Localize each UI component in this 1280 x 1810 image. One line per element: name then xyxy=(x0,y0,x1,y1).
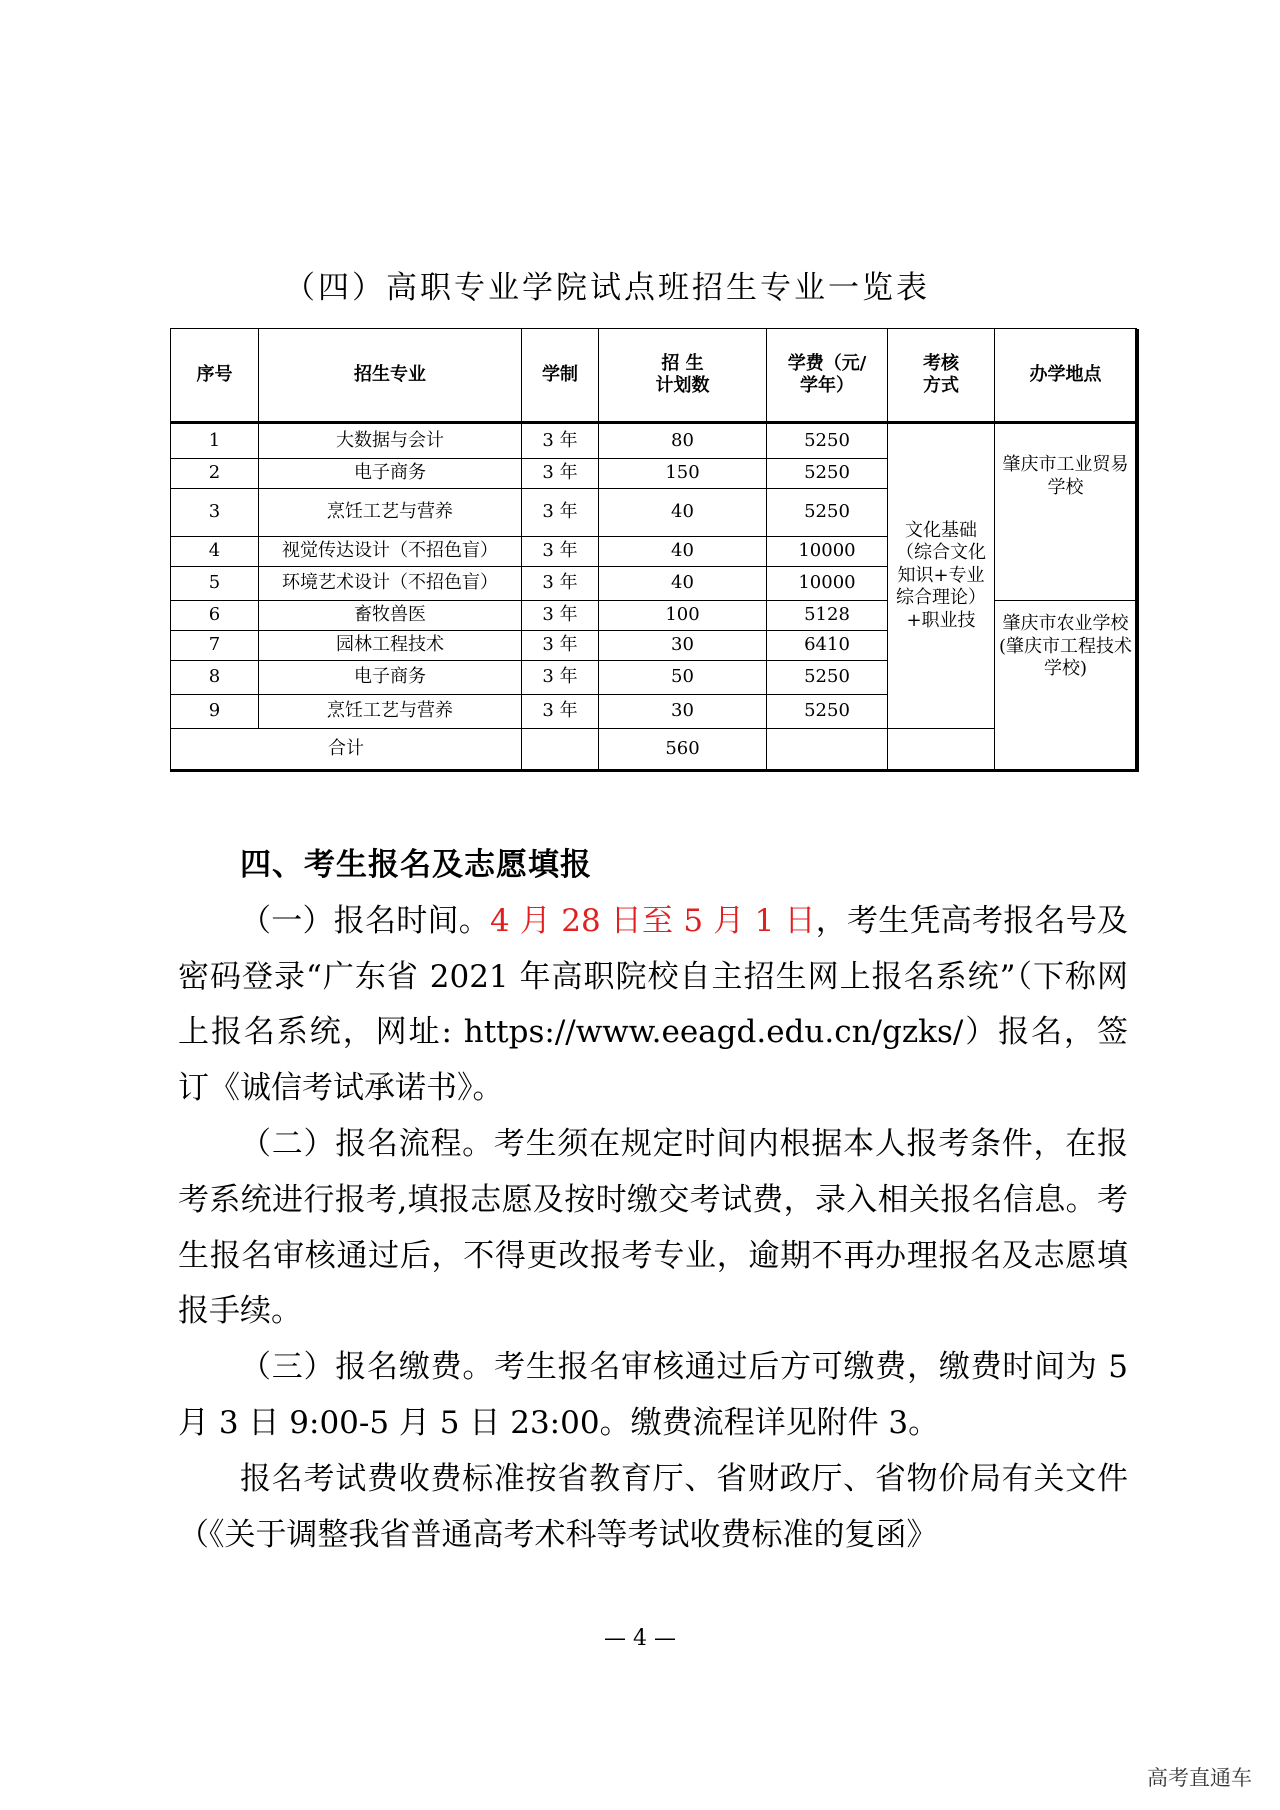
paragraph-fee-standard: 报名考试费收费标准按省教育厅、省财政厅、省物价局有关文件（《关于调整我省普通高考术科等考试收费标准的复函》 xyxy=(178,1460,1128,1553)
total-method-empty xyxy=(888,729,995,771)
registration-dates: 4 月 28 日至 5 月 1 日 xyxy=(490,902,816,939)
cell-fee: 5250 xyxy=(767,459,888,489)
cell-fee: 10000 xyxy=(767,567,888,601)
cell-no: 6 xyxy=(171,601,259,631)
cell-plan: 150 xyxy=(599,459,767,489)
site-cell-1: 肇庆市工业贸易学校 xyxy=(995,423,1137,601)
cell-duration: 3 年 xyxy=(522,423,599,459)
header-fee-line2: 学年） xyxy=(800,375,854,396)
cell-major: 园林工程技术 xyxy=(259,631,522,661)
assessment-method-cell: 文化基础（综合文化知识+专业综合理论）+职业技 xyxy=(888,423,995,729)
cell-duration: 3 年 xyxy=(522,459,599,489)
cell-plan: 80 xyxy=(599,423,767,459)
cell-duration: 3 年 xyxy=(522,601,599,631)
paragraph-registration-time xyxy=(178,894,1128,1117)
cell-major: 视觉传达设计（不招色盲） xyxy=(259,537,522,567)
cell-major: 畜牧兽医 xyxy=(259,601,522,631)
cell-no: 9 xyxy=(171,695,259,729)
cell-plan: 40 xyxy=(599,567,767,601)
cell-major: 电子商务 xyxy=(259,459,522,489)
header-method xyxy=(888,329,995,423)
body-text xyxy=(178,838,1128,1563)
cell-major: 大数据与会计 xyxy=(259,423,522,459)
cell-duration: 3 年 xyxy=(522,631,599,661)
table-header-row xyxy=(171,329,1137,423)
header-duration: 学制 xyxy=(522,329,599,423)
enrollment-table xyxy=(170,328,1139,772)
cell-plan: 50 xyxy=(599,661,767,695)
cell-no: 7 xyxy=(171,631,259,661)
cell-duration: 3 年 xyxy=(522,489,599,537)
cell-no: 1 xyxy=(171,423,259,459)
header-fee xyxy=(767,329,888,423)
cell-no: 3 xyxy=(171,489,259,537)
total-plan: 560 xyxy=(599,729,767,771)
cell-plan: 30 xyxy=(599,631,767,661)
cell-fee: 5250 xyxy=(767,423,888,459)
watermark: 高考直通车 xyxy=(1147,1766,1252,1790)
cell-fee: 6410 xyxy=(767,631,888,661)
cell-duration: 3 年 xyxy=(522,537,599,567)
cell-major: 环境艺术设计（不招色盲） xyxy=(259,567,522,601)
cell-fee: 5250 xyxy=(767,489,888,537)
paragraph-registration-fee: （三）报名缴费。考生报名审核通过后方可缴费，缴费时间为 5 月 3 日 9:00-5 月 5 日 23:00。缴费流程详见附件 3。 xyxy=(178,1349,1128,1441)
cell-fee: 10000 xyxy=(767,537,888,567)
cell-no: 8 xyxy=(171,661,259,695)
header-plan xyxy=(599,329,767,423)
cell-major: 烹饪工艺与营养 xyxy=(259,695,522,729)
cell-no: 5 xyxy=(171,567,259,601)
total-fee-empty xyxy=(767,729,888,771)
table-title: （四）高职专业学院试点班招生专业一览表 xyxy=(284,270,930,306)
cell-duration: 3 年 xyxy=(522,695,599,729)
section-heading: 四、考生报名及志愿填报 xyxy=(240,847,592,883)
cell-no: 4 xyxy=(171,537,259,567)
cell-major: 电子商务 xyxy=(259,661,522,695)
paragraph-registration-process: （二）报名流程。考生须在规定时间内根据本人报考条件，在报考系统进行报考,填报志愿及按时缴交考试费，录入相关报名信息。考生报名审核通过后，不得更改报考专业，逾期不再办理报名及志愿填报手续。 xyxy=(178,1125,1128,1330)
cell-fee: 5250 xyxy=(767,661,888,695)
cell-plan: 40 xyxy=(599,537,767,567)
total-label: 合计 xyxy=(171,729,522,771)
cell-plan: 40 xyxy=(599,489,767,537)
cell-plan: 100 xyxy=(599,601,767,631)
para1-rest: ，考生凭高考报名号及密码登录“广东省 2021 年高职院校自主招生网上报名系统”（下称网上报名系统，网址: https://www.eeagd.edu.cn/gzks/）报名，签订《诚信考试承诺书》。 xyxy=(178,902,1129,1107)
header-method-line2: 方式 xyxy=(923,375,959,396)
cell-no: 2 xyxy=(171,459,259,489)
header-plan-line1: 招 生 xyxy=(661,352,704,374)
para1-prefix: （一）报名时间。 xyxy=(240,902,491,939)
cell-major: 烹饪工艺与营养 xyxy=(259,489,522,537)
cell-fee: 5128 xyxy=(767,601,888,631)
total-duration-empty xyxy=(522,729,599,771)
header-major: 招生专业 xyxy=(259,329,522,423)
table-total-row xyxy=(171,729,1137,771)
header-no: 序号 xyxy=(171,329,259,423)
header-plan-line2: 计划数 xyxy=(655,375,710,396)
site-cell-2: 肇庆市农业学校(肇庆市工程技术学校) xyxy=(995,601,1137,771)
cell-plan: 30 xyxy=(599,695,767,729)
header-method-line1: 考核 xyxy=(923,352,959,374)
header-fee-line1: 学费（元/ xyxy=(787,352,867,374)
cell-fee: 5250 xyxy=(767,695,888,729)
page-number: — 4 — xyxy=(604,1626,676,1651)
table-row xyxy=(171,423,1137,459)
cell-duration: 3 年 xyxy=(522,567,599,601)
header-site: 办学地点 xyxy=(995,329,1137,423)
cell-duration: 3 年 xyxy=(522,661,599,695)
